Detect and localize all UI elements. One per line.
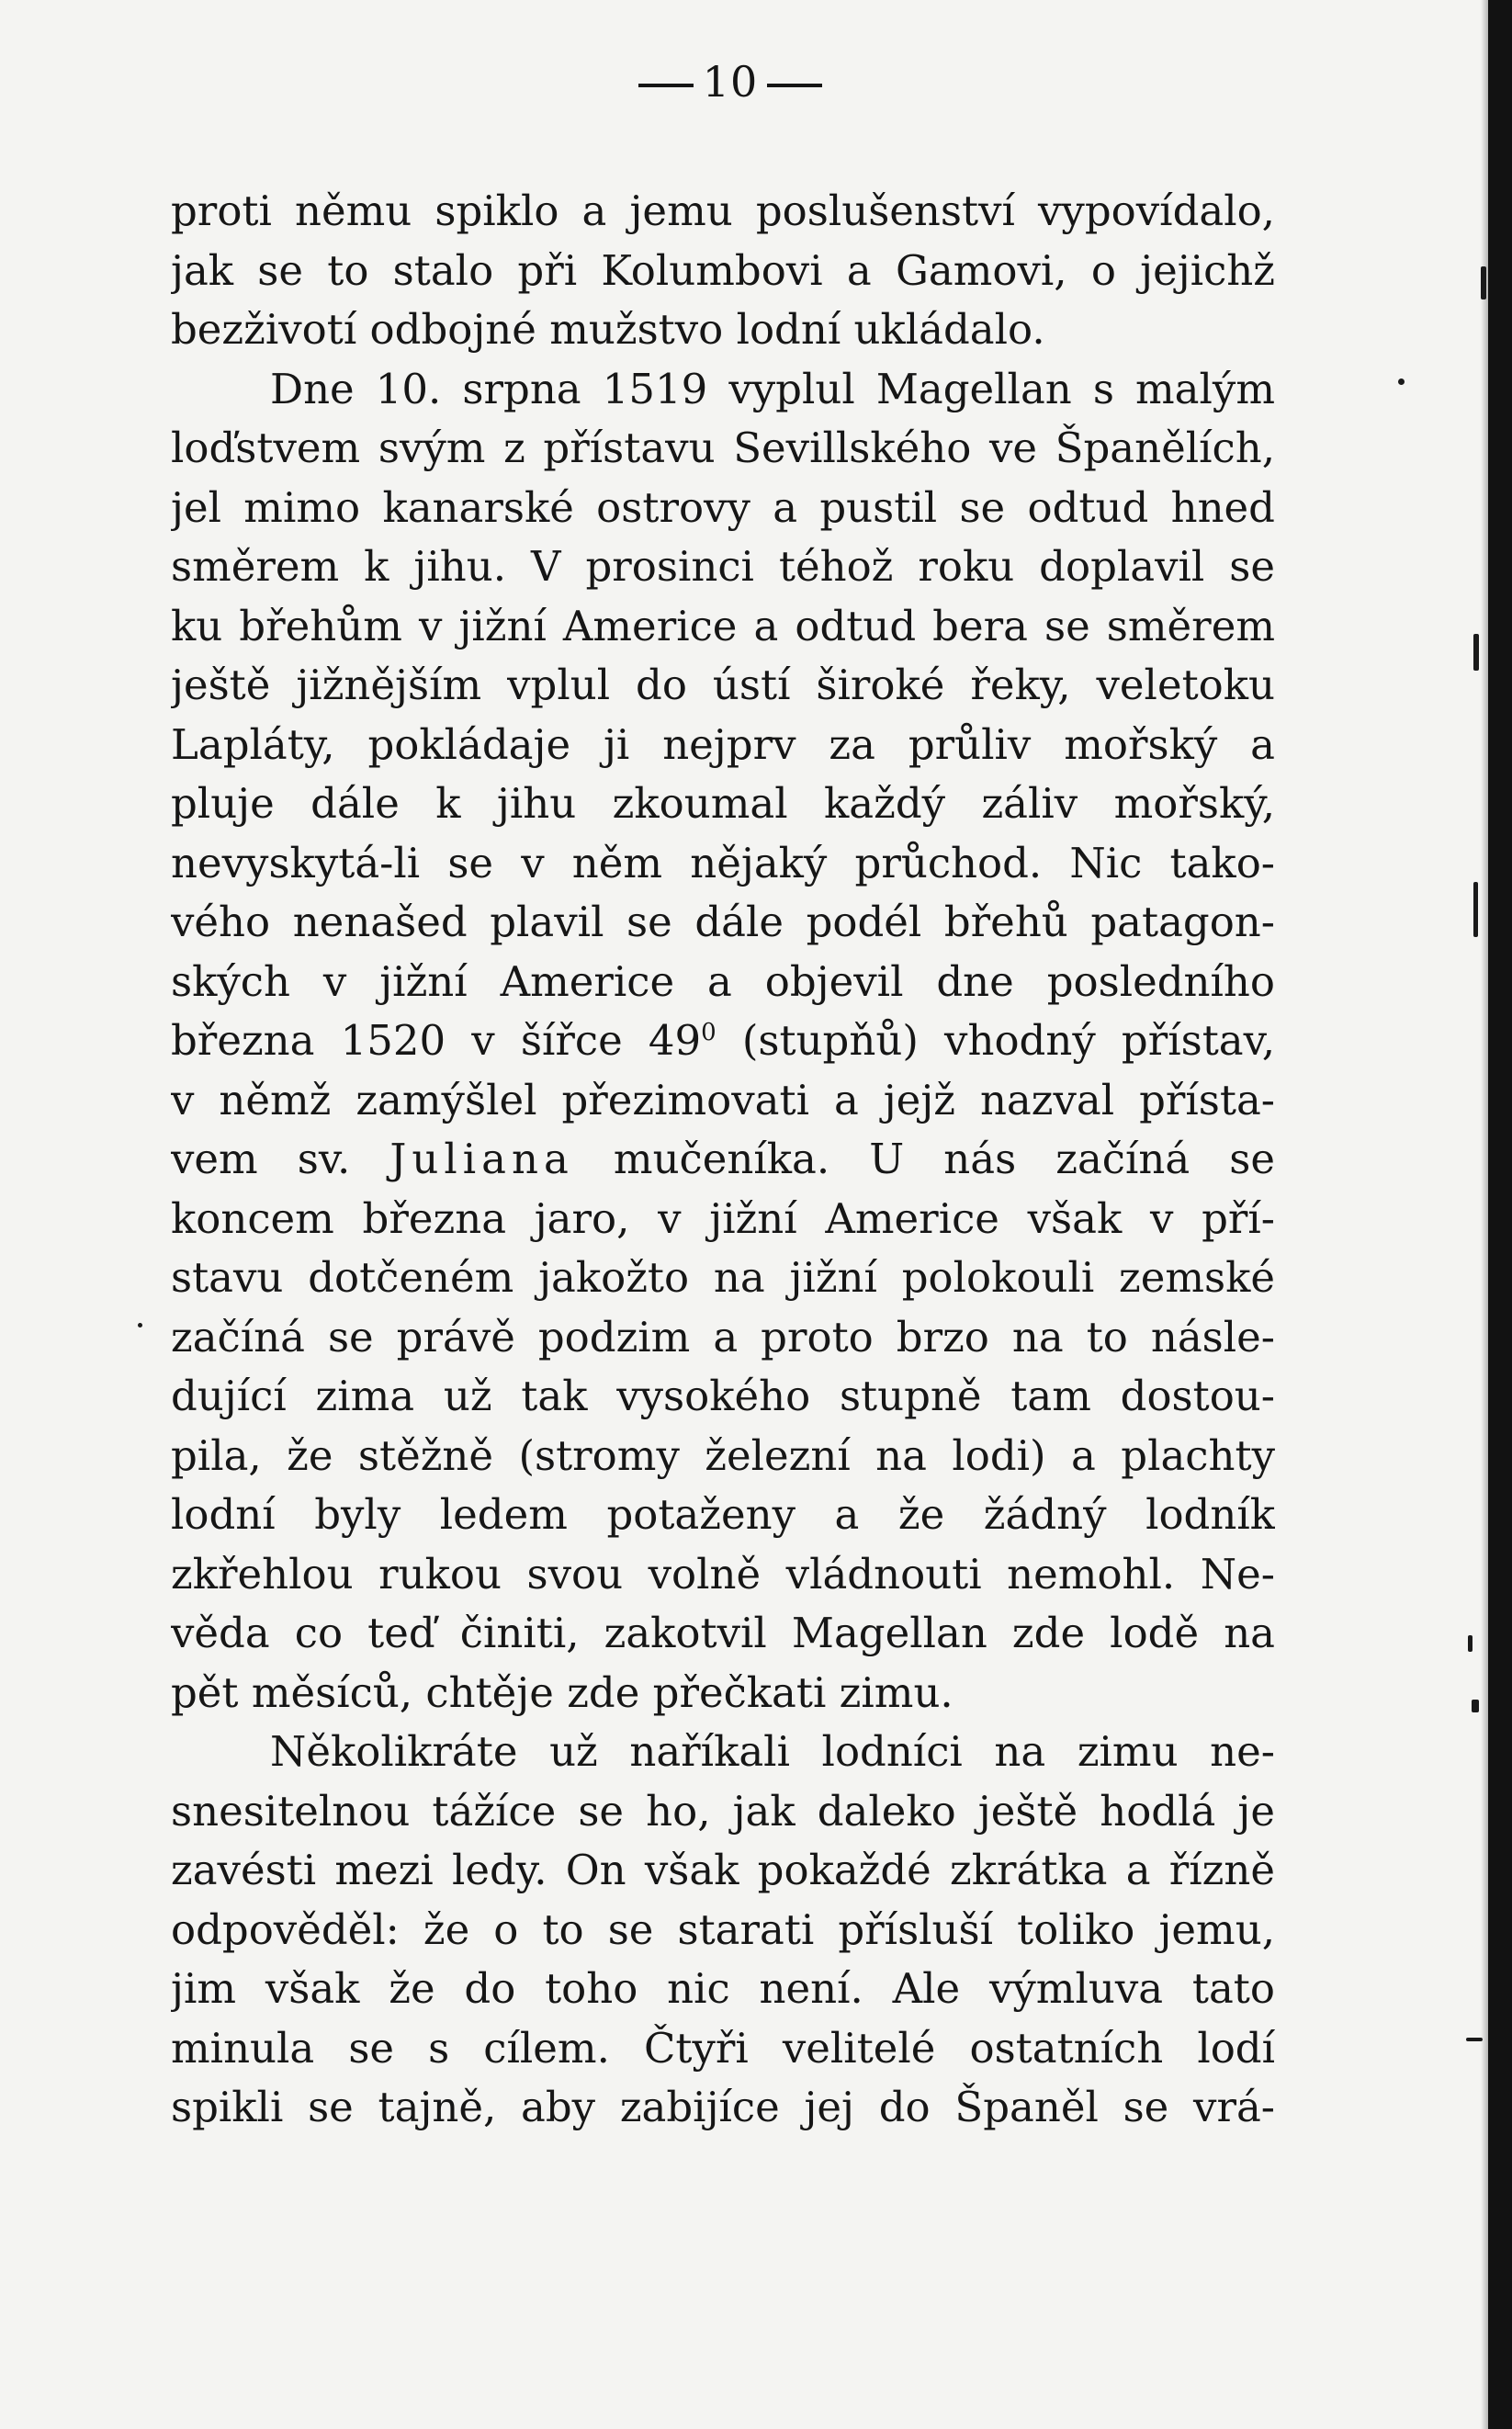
folio-dash-left xyxy=(638,84,694,87)
body-text xyxy=(171,182,1275,2138)
text-line xyxy=(171,1130,1275,1190)
text-line: loďstvem svým z přístavu Sevillského ve Španělích, xyxy=(171,424,1275,472)
text-line: zavésti mezi ledy. On však pokaždé zkrátka a řízně xyxy=(171,1846,1275,1894)
emphasized-name: Juliana xyxy=(389,1135,574,1183)
folio-dash-right xyxy=(767,84,822,87)
text-line: ku břehům v jižní Americe a odtud bera se směrem xyxy=(171,601,1275,650)
text-line: jak se to stalo při Kolumbovi a Gamovi, o jejichž xyxy=(171,245,1275,295)
text-line: zkřehlou rukou svou volně vládnouti nemohl. Ne- xyxy=(171,1549,1275,1599)
scan-border xyxy=(1488,0,1512,2429)
scan-speck xyxy=(1398,378,1405,385)
text-line: Dne 10. srpna 1519 vyplul Magellan s malým xyxy=(270,364,1275,413)
page-number xyxy=(0,57,1461,107)
text-line xyxy=(171,1011,1275,1071)
text-line: koncem března jaro, v jižní Americe však v pří- xyxy=(171,1193,1275,1243)
text-line: minula se s cílem. Čtyři velitelé ostatních lodí xyxy=(171,2023,1275,2073)
text-line: odpověděl: že o to se starati přísluší toliko jemu, xyxy=(171,1904,1275,1954)
text-line: lodní byly ledem potaženy a že žádný lodník xyxy=(171,1490,1275,1539)
text-line: pila, že stěžně (stromy železní na lodi) a plachty xyxy=(171,1430,1275,1480)
text-line: spikli se tajně, aby zabijíce jej do Španěl se vrá- xyxy=(171,2083,1275,2131)
page-number-value: 10 xyxy=(702,57,759,107)
text-line: ských v jižní Americe a objevil dne posledního xyxy=(171,956,1275,1006)
text-line: Lapláty, pokládaje ji nejprv za průliv mořský a xyxy=(171,719,1275,769)
text-line: snesitelnou tážíce se ho, jak daleko ještě hodlá je xyxy=(171,1786,1275,1836)
text-line: věda co teď činiti, zakotvil Magellan zde lodě na xyxy=(171,1609,1275,1657)
text-segment: března 1520 v šířce 49 xyxy=(171,1016,702,1065)
text-line: pluje dále k jihu zkoumal každý záliv mořský, xyxy=(171,779,1275,828)
text-line: jim však že do toho nic není. Ale výmluva tato xyxy=(171,1964,1275,2013)
degree-superscript: 0 xyxy=(701,1019,717,1046)
scan-speck xyxy=(1468,1635,1473,1652)
scan-speck xyxy=(138,1323,142,1327)
scan-speck xyxy=(1481,266,1486,299)
scan-speck xyxy=(1473,882,1478,937)
scan-shadow xyxy=(1481,0,1488,2429)
text-line: nevyskytá-li se v něm nějaký průchod. Nic tako- xyxy=(171,838,1275,887)
text-line: pět měsíců, chtěje zde přečkati zimu. xyxy=(171,1667,953,1717)
text-line: jel mimo kanarské ostrovy a pustil se odtud hned xyxy=(171,482,1275,532)
text-line: v němž zamýšlel přezimovati a jejž nazval přísta- xyxy=(171,1075,1275,1124)
scan-speck xyxy=(1466,2038,1483,2041)
text-line: dující zima už tak vysokého stupně tam dostou- xyxy=(171,1372,1275,1420)
text-segment: (stupňů) vhodný přístav, xyxy=(716,1016,1275,1065)
text-line: stavu dotčeném jakožto na jižní polokouli zemské xyxy=(171,1253,1275,1302)
text-line: bezživotí odbojné mužstvo lodní ukládalo. xyxy=(171,305,1045,354)
text-line: proti němu spiklo a jemu poslušenství vypovídalo, xyxy=(171,186,1275,235)
text-segment: vem sv. xyxy=(171,1135,390,1183)
text-line: začíná se právě podzim a proto brzo na to násle- xyxy=(171,1312,1275,1361)
text-line: Několikráte už naříkali lodníci na zimu ne- xyxy=(270,1727,1275,1776)
text-line: směrem k jihu. V prosinci téhož roku doplavil se xyxy=(171,542,1275,591)
text-line: vého nenašed plavil se dále podél břehů patagon- xyxy=(171,898,1275,946)
scan-speck xyxy=(1472,1700,1479,1712)
scan-speck xyxy=(1473,634,1479,671)
text-line: ještě jižnějším vplul do ústí široké řeky, veletoku xyxy=(171,661,1275,709)
text-segment: mučeníka. U nás začíná se xyxy=(573,1135,1275,1183)
